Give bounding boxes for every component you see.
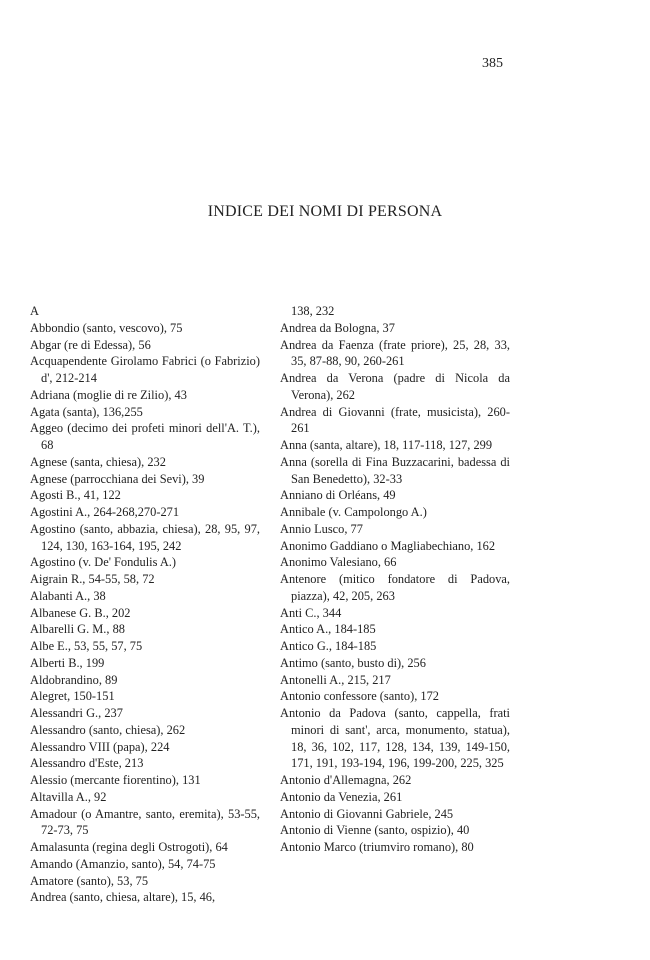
index-entry: Aggeo (decimo dei profeti minori dell'A. T.), 68 — [30, 421, 260, 452]
index-entry: Amalasunta (regina degli Ostrogoti), 64 — [30, 840, 228, 854]
index-entry: Annio Lusco, 77 — [280, 521, 363, 536]
index-entry: Antonio di Giovanni Gabriele, 245 — [280, 806, 454, 821]
index-entry: Albanese G. B., 202 — [30, 605, 131, 620]
index-entry: Albarelli G. M., 88 — [30, 622, 125, 637]
index-entry: Andrea da Verona (padre di Nicola da Verona), 262 — [280, 371, 510, 402]
index-entry: Antonio di Vienne (santo, ospizio), 40 — [280, 823, 470, 838]
index-entry: Agostino (santo, abbazia, chiesa), 28, 95, 97, 124, 130, 163-164, 195, 242 — [30, 521, 260, 553]
continued-entry-pages: 138, 232 — [291, 304, 335, 318]
index-entry: Antico G., 184-185 — [280, 639, 377, 653]
right-entries — [280, 320, 510, 856]
index-entry: Anonimo Gaddiano o Magliabechiano, 162 — [280, 538, 496, 553]
index-entry: Antico A., 184-185 — [280, 622, 376, 637]
index-entry: Acquapendente Girolamo Fabrici (o Fabrizio) d', 212-214 — [30, 354, 260, 385]
index-entry: Andrea (santo, chiesa, altare), 15, 46, — [30, 890, 216, 905]
index-entry: Alberti B., 199 — [30, 655, 105, 670]
index-entry: Alabanti A., 38 — [30, 588, 106, 603]
index-entry: Anna (santa, altare), 18, 117-118, 127, 299 — [280, 438, 493, 452]
index-entry: Altavilla A., 92 — [30, 789, 107, 804]
index-entry: Aldobrandino, 89 — [30, 672, 118, 687]
index-entry: Agata (santa), 136,255 — [30, 404, 143, 419]
index-entry: Agosti B., 41, 122 — [30, 488, 121, 503]
index-entry: Agostini A., 264-268,270-271 — [30, 505, 180, 519]
index-entry: Anti C., 344 — [280, 605, 342, 620]
index-entry: Antenore (mitico fondatore di Padova, piazza), 42, 205, 263 — [280, 572, 510, 603]
section-letter: A — [30, 304, 39, 318]
index-entry: Abbondio (santo, vescovo), 75 — [30, 320, 183, 335]
index-entry: Anniano di Orléans, 49 — [280, 488, 396, 503]
index-entry: Agnese (parrocchiana dei Sevi), 39 — [30, 471, 205, 486]
index-entry: Abgar (re di Edessa), 56 — [30, 337, 151, 352]
index-entry: Alessandro VIII (papa), 224 — [30, 739, 170, 754]
index-entry: Agnese (santa, chiesa), 232 — [30, 454, 166, 469]
index-entry: Alessio (mercante fiorentino), 131 — [30, 773, 201, 787]
right-index-column — [280, 303, 510, 856]
left-entries — [30, 320, 260, 906]
index-entry: Antonio da Padova (santo, cappella, frati minori di sant', arca, monumento, statua), 18, 36, 102, 117, 128, 134, 139, 149-150, 171, 191, 193-194, 196, 199-200, 225, 325 — [280, 706, 510, 771]
index-entry: Anna (sorella di Fina Buzzacarini, badessa di San Benedetto), 32-33 — [280, 454, 510, 486]
index-entry: Aigrain R., 54-55, 58, 72 — [30, 572, 155, 586]
index-entry: Antonio confessore (santo), 172 — [280, 689, 439, 704]
index-entry: Amatore (santo), 53, 75 — [30, 873, 149, 888]
index-entry: Alessandro d'Este, 213 — [30, 756, 144, 771]
index-entry: Amadour (o Amantre, santo, eremita), 53-55, 72-73, 75 — [30, 806, 260, 838]
index-entry: Antonio Marco (triumviro romano), 80 — [280, 840, 474, 854]
left-index-column — [30, 303, 260, 906]
index-entry: Antonelli A., 215, 217 — [280, 672, 391, 687]
index-entry: Alessandri G., 237 — [30, 706, 123, 720]
index-entry: Antimo (santo, busto di), 256 — [280, 655, 426, 670]
index-entry: Anonimo Valesiano, 66 — [280, 555, 397, 570]
index-entry: Andrea da Faenza (frate priore), 25, 28, 33, 35, 87-88, 90, 260-261 — [280, 337, 510, 369]
index-entry: Alessandro (santo, chiesa), 262 — [30, 722, 186, 737]
index-entry: Alegret, 150-151 — [30, 689, 115, 704]
index-entry: Andrea di Giovanni (frate, musicista), 260-261 — [280, 404, 510, 436]
index-entry: Andrea da Bologna, 37 — [280, 320, 395, 335]
index-entry: Adriana (moglie di re Zilio), 43 — [30, 387, 187, 402]
page-title: INDICE DEI NOMI DI PERSONA — [207, 203, 443, 220]
index-entry: Antonio da Venezia, 261 — [280, 789, 403, 804]
index-entry: Amando (Amanzio, santo), 54, 74-75 — [30, 856, 216, 871]
index-entry: Antonio d'Allemagna, 262 — [280, 773, 412, 787]
index-entry: Agostino (v. De' Fondulis A.) — [30, 555, 176, 570]
index-entry: Albe E., 53, 55, 57, 75 — [30, 639, 143, 653]
index-entry: Annibale (v. Campolongo A.) — [280, 505, 427, 519]
page-number: 385 — [482, 56, 503, 71]
